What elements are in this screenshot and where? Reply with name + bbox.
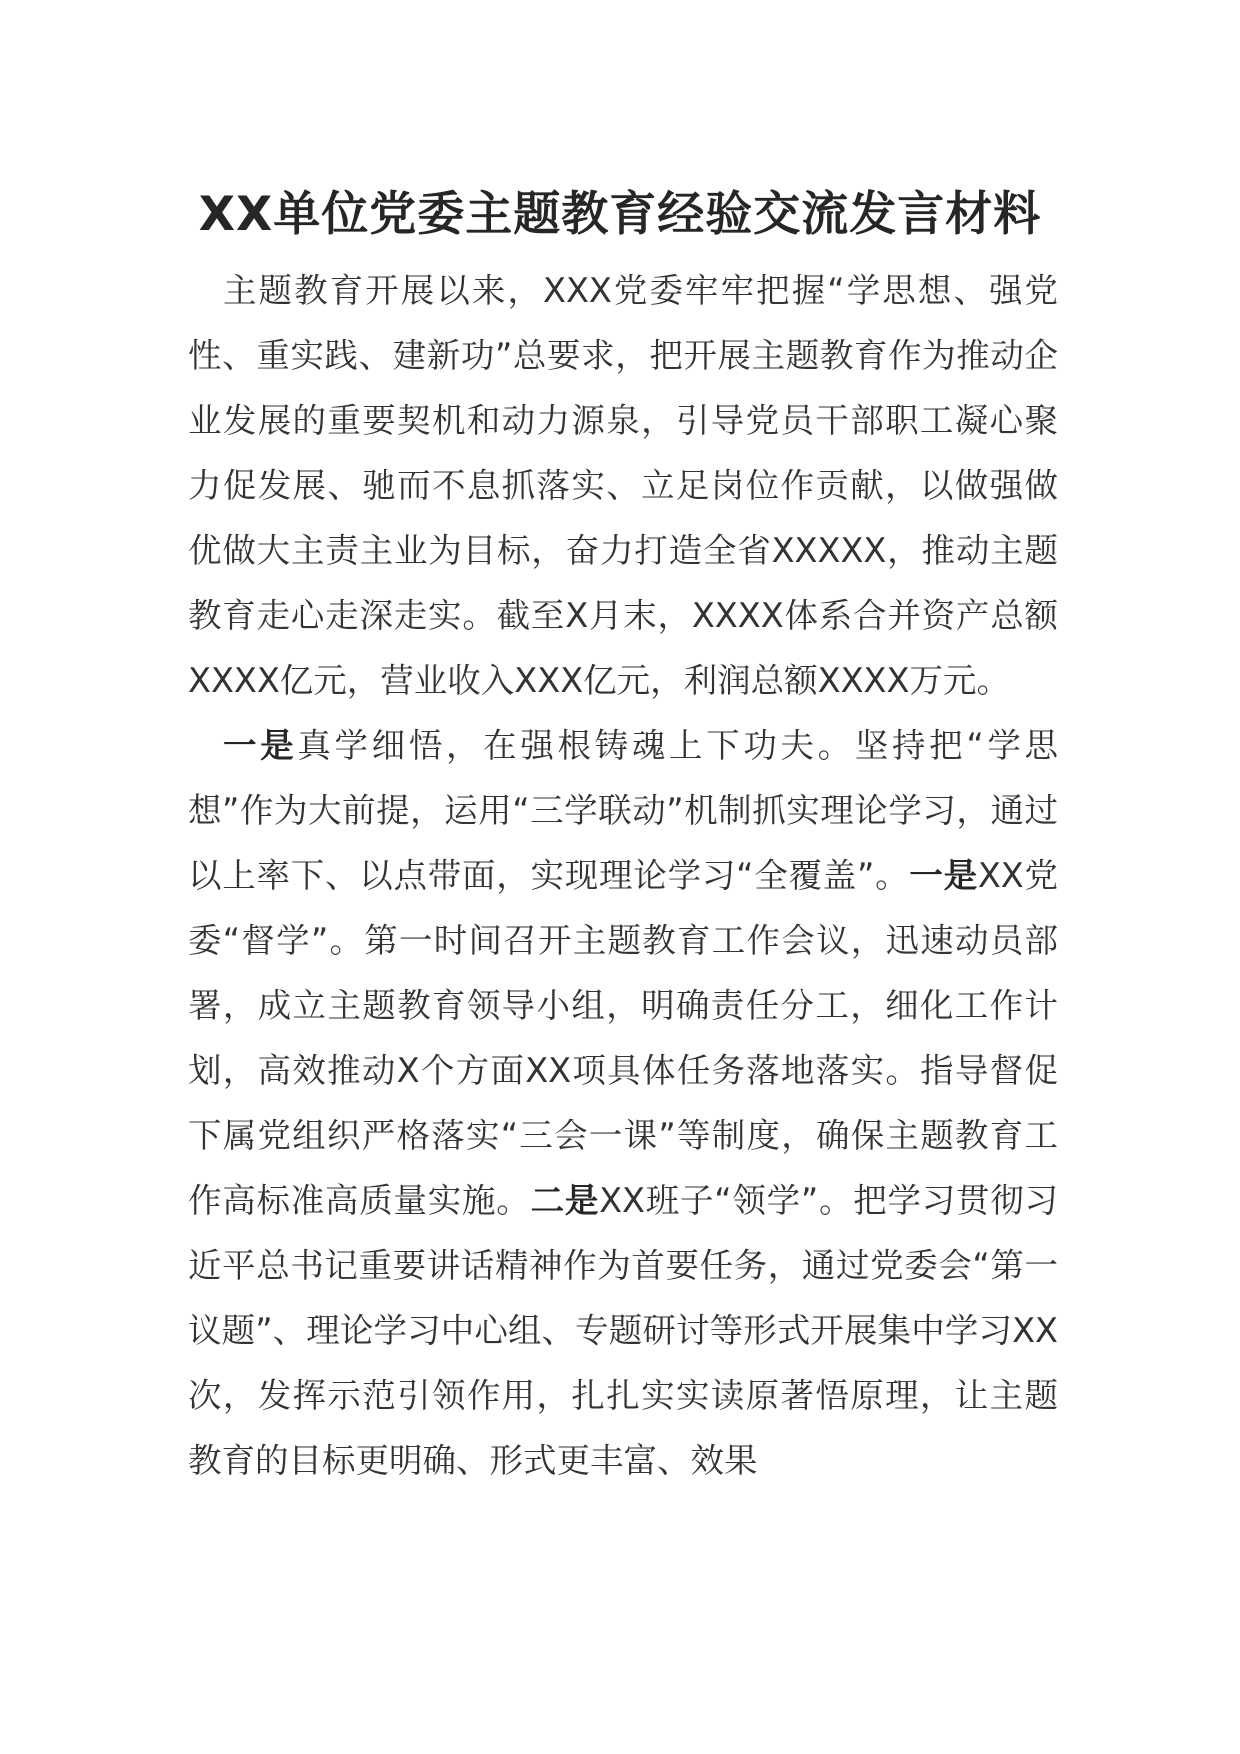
bold-lead-text: 二是 [530,1181,600,1220]
paragraph-intro [188,258,1058,713]
paragraph-text: 真学细悟，在强根铸魂上下功夫。坚持把“学思想”作为大前提，运用“三学联动”机制抓实理论学习，通过以上率下、以点带面，实现理论学习“全覆盖”。 [188,726,1059,895]
paragraph-text: 主题教育开展以来，XXX党委牢牢把握“学思想、强党性、重实践、建新功”总要求，把开展主题教育作为推动企业发展的重要契机和动力源泉，引导党员干部职工凝心聚力促发展、驰而不息抓落实、立足岗位作贡献，以做强做优做大主责主业为目标，奋力打造全省XXXXX，推动主题教育走心走深走实。截至X月末，XXXX体系合并资产总额XXXX亿元，营业收入XXX亿元，利润总额XXXX万元。 [188,271,1058,700]
document-body [188,258,1058,1493]
bold-lead-text: 一是 [909,856,978,895]
paragraph-section-one [188,713,1058,1493]
paragraph-text: XX党委“督学”。第一时间召开主题教育工作会议，迅速动员部署，成立主题教育领导小组，明确责任分工，细化工作计划，高效推动X个方面XX项具体任务落地落实。指导督促下属党组织严格落实“三会一课”等制度，确保主题教育工作高标准高质量实施。 [188,856,1058,1220]
paragraph-text: XX班子“领学”。把学习贯彻习近平总书记重要讲话精神作为首要任务，通过党委会“第一议题”、理论学习中心组、专题研讨等形式开展集中学习XX次，发挥示范引领作用，扎扎实实读原著悟原理，让主题教育的目标更明确、形式更丰富、效果 [188,1181,1059,1480]
document-title: XX单位党委主题教育经验交流发言材料 [198,187,1042,242]
bold-lead-text: 一是 [223,726,298,765]
